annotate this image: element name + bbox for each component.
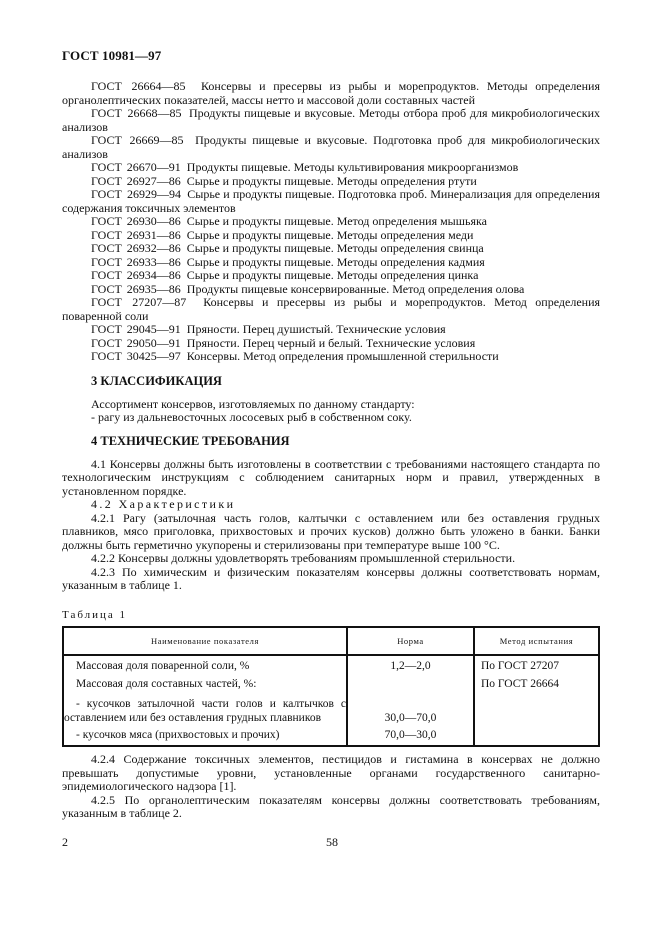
paragraph-4-2-text: 4.2 Характеристики <box>91 497 236 511</box>
reference-code: ГОСТ 26929—94 <box>91 187 181 201</box>
reference-code: ГОСТ 26930—86 <box>91 214 181 228</box>
reference-code: ГОСТ 26669—85 <box>91 133 184 147</box>
column-header-test-method: Метод испытания <box>474 627 599 655</box>
row-3-indicator-line-2: оставлением или без оставления грудных плавников <box>64 712 322 724</box>
reference-code: ГОСТ 26933—86 <box>91 254 181 269</box>
row-2-method: По ГОСТ 26664 <box>481 678 560 690</box>
reference-title: Сырье и продукты пищевые. Метод определения мышьяка <box>186 214 487 228</box>
section-3 <box>62 375 600 425</box>
reference-title: Пряности. Перец черный и белый. Технические условия <box>186 335 476 350</box>
reference-title: Сырье и продукты пищевые. Методы определения ртути <box>186 173 477 188</box>
reference-code: ГОСТ 26670—91 <box>91 160 181 174</box>
table-1 <box>62 626 600 747</box>
section-4-continued <box>62 753 600 821</box>
reference-title: Продукты пищевые и вкусовые. Подготовка проб для микробиологических анализов <box>62 133 600 161</box>
reference-title: Сырье и продукты пищевые. Методы определения меди <box>186 227 474 242</box>
column-header-indicator: Наименование показателя <box>63 627 347 655</box>
reference-code: ГОСТ 26668—85 <box>91 106 182 120</box>
paragraph-4-2-5: 4.2.5 По органолептическим показателям консервы должны соответствовать требованиям, указанным в таблице 2. <box>62 792 600 820</box>
reference-item <box>62 323 600 337</box>
reference-item <box>62 242 600 256</box>
reference-code: ГОСТ 26935—86 <box>91 281 181 296</box>
reference-title: Сырье и продукты пищевые. Подготовка проб. Минерализация для определения содержания токсичных элементов <box>62 187 600 215</box>
reference-code: ГОСТ 26927—86 <box>91 173 181 188</box>
reference-title: Пряности. Перец душистый. Технические условия <box>186 322 446 336</box>
reference-item <box>62 215 600 229</box>
page-number-center: 58 <box>326 835 338 849</box>
section-3-item: - рагу из дальневосточных лососевых рыб в собственном соку. <box>91 410 412 424</box>
row-4-indicator: - кусочков мяса (прихвостовых и прочих) <box>76 729 280 741</box>
reference-item <box>62 350 600 364</box>
reference-title: Консервы и пресервы из рыбы и морепродуктов. Метод определения поваренной соли <box>62 295 601 323</box>
reference-item <box>62 269 600 283</box>
reference-item <box>62 337 600 351</box>
section-3-intro: Ассортимент консервов, изготовляемых по данному стандарту: <box>91 396 415 411</box>
reference-item <box>62 134 600 161</box>
table-row <box>63 691 599 725</box>
running-title: ГОСТ 10981—97 <box>62 48 162 63</box>
normative-references-list <box>62 80 600 364</box>
reference-code: ГОСТ 26931—86 <box>91 227 181 242</box>
section-4-heading: 4 ТЕХНИЧЕСКИЕ ТРЕБОВАНИЯ <box>91 434 290 448</box>
row-4-method <box>481 728 598 742</box>
reference-title: Продукты пищевые. Методы культивирования микроорганизмов <box>186 160 519 174</box>
paragraph-4-2-1: 4.2.1 Рагу (затылочная часть голов, калтычки с оставлением или без оставления грудных плавников, мясо приголовка, прихвостовых и прочих кусков) должно быть уложено в банки. Банки должны быть герметично укупорены и стерилизованы при температуре выше 100 °С. <box>62 510 600 552</box>
table-row <box>63 655 599 673</box>
section-3-heading: 3 КЛАССИФИКАЦИЯ <box>91 374 222 388</box>
row-4-norm: 70,0—30,0 <box>384 729 437 741</box>
table-header-row <box>63 627 599 655</box>
reference-title: Сырье и продукты пищевые. Методы определения свинца <box>186 241 484 255</box>
paragraph-4-2-4: 4.2.4 Содержание токсичных элементов, пестицидов и гистамина в консервах не должно превышать допустимые уровни, установленные органами государственного санитарно-эпидемиологического надзора [1]. <box>62 752 600 793</box>
row-1-norm: 1,2—2,0 <box>390 660 431 672</box>
reference-code: ГОСТ 29050—91 <box>91 335 181 350</box>
row-3-indicator-line-1: - кусочков затылочной части голов и калтычков с <box>76 698 346 710</box>
row-1-indicator: Массовая доля поваренной соли, % <box>76 660 250 672</box>
reference-item <box>62 188 600 215</box>
reference-title: Консервы и пресервы из рыбы и морепродуктов. Методы определения органолептических показателей, массы нетто и массовой доли составных частей <box>62 79 601 107</box>
reference-item <box>62 175 600 189</box>
row-2-norm <box>348 677 473 691</box>
reference-code: ГОСТ 26934—86 <box>91 268 181 282</box>
reference-code: ГОСТ 30425—97 <box>91 349 181 363</box>
row-2-indicator: Массовая доля составных частей, %: <box>76 678 257 690</box>
table-row <box>63 673 599 691</box>
reference-item <box>62 283 600 297</box>
row-1-method: По ГОСТ 27207 <box>481 660 560 672</box>
row-3-method <box>481 697 598 711</box>
reference-code: ГОСТ 26664—85 <box>91 79 186 93</box>
row-3-norm: 30,0—70,0 <box>384 712 437 724</box>
reference-item <box>62 296 600 323</box>
reference-code: ГОСТ 26932—86 <box>91 241 181 255</box>
table-row <box>63 725 599 746</box>
reference-code: ГОСТ 29045—91 <box>91 322 181 336</box>
reference-title: Продукты пищевые и вкусовые. Методы отбора проб для микробиологических анализов <box>62 106 601 134</box>
page-number-left: 2 <box>62 835 68 849</box>
reference-title: Консервы. Метод определения промышленной стерильности <box>186 349 499 363</box>
reference-item <box>62 256 600 270</box>
paragraph-4-2-3: 4.2.3 По химическим и физическим показателям консервы должны соответствовать нормам, указанным в таблице 1. <box>62 564 600 592</box>
reference-title: Продукты пищевые консервированные. Метод определения олова <box>186 281 525 296</box>
paragraph-4-2-2: 4.2.2 Консервы должны удовлетворять требованиям промышленной стерильности. <box>91 551 516 565</box>
table-1-caption-text: Таблица 1 <box>62 609 128 621</box>
reference-item <box>62 161 600 175</box>
paragraph-4-1: 4.1 Консервы должны быть изготовлены в соответствии с требованиями настоящего стандарта по технологическим инструкциям с соблюдением санитарных норм и правил, утвержденных в установленном порядке. <box>62 456 600 498</box>
section-4 <box>62 435 600 593</box>
reference-title: Сырье и продукты пищевые. Методы определения кадмия <box>186 254 485 269</box>
reference-code: ГОСТ 27207—87 <box>91 295 187 309</box>
reference-item <box>62 107 600 134</box>
paragraph-4-2 <box>62 498 600 512</box>
table-1-caption <box>62 608 600 623</box>
reference-title: Сырье и продукты пищевые. Методы определения цинка <box>186 268 479 282</box>
column-header-norm: Норма <box>347 627 474 655</box>
reference-item <box>62 229 600 243</box>
reference-item <box>62 80 600 107</box>
